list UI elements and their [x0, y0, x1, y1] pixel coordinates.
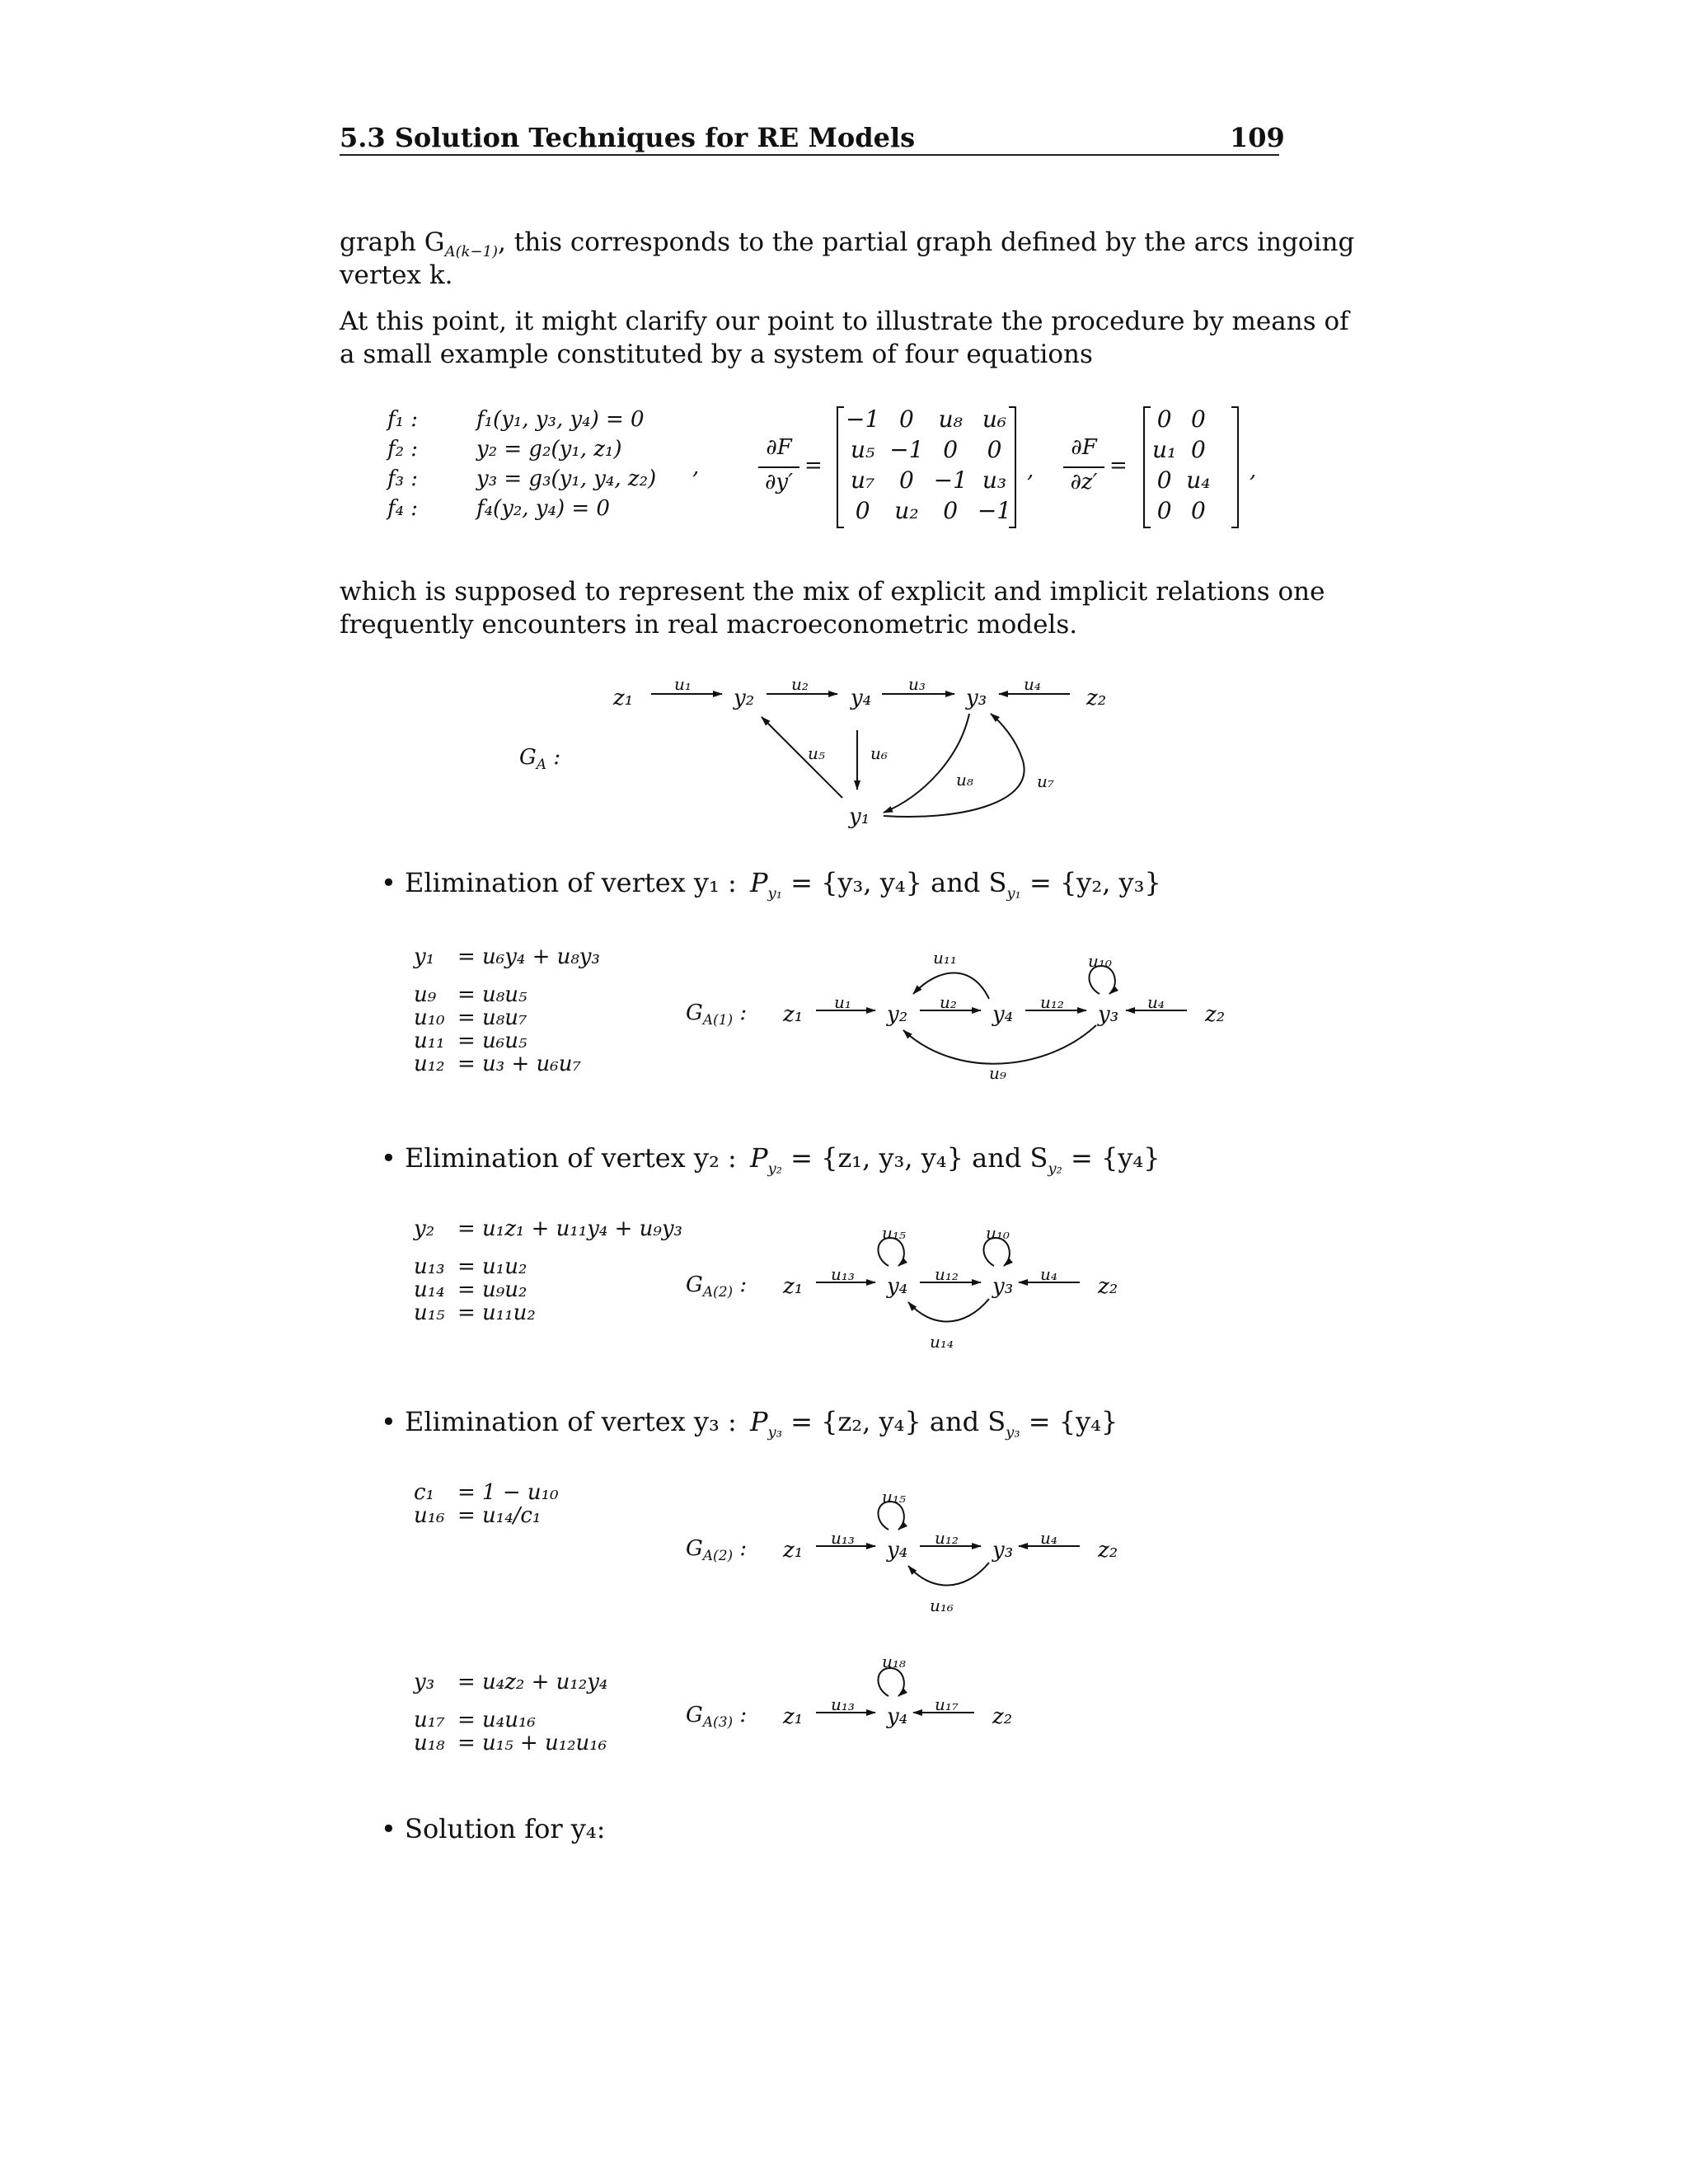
dfdz-matrix: 0 0 u₁ 0 0 u₄ 0 0: [1152, 405, 1211, 524]
equation-f3: y₃ = g₃(y₁, y₄, z₂): [476, 466, 657, 491]
step-2-sets: $P_{y_2} = \{z_1$, y₃, y₄} and $S_{y_2} = \{y_4\}$: [750, 1142, 1160, 1178]
bullet-step-2: • Elimination of vertex y₂ :: [381, 1142, 737, 1174]
step-1-eq-lhs-4: u₁₂: [414, 1052, 445, 1076]
step-1-eq-rhs-4: = u₃ + u₆u₇: [457, 1052, 581, 1076]
dfdy-numerator: ∂F: [766, 435, 792, 460]
node-y3: y₃: [992, 1274, 1014, 1299]
paragraph-3-line-2: frequently encounters in real macroeconometric models.: [340, 610, 1078, 640]
running-head: 5.3 Solution Techniques for RE Models: [340, 122, 916, 153]
step-3-eq-rhs-0: = 1 − u₁₀: [457, 1480, 559, 1505]
step-3b-eq-lhs-0: y₃: [414, 1670, 435, 1694]
dfdy-matrix: −1 0 u₈ u₆ u₅ −1 0 0 u₇ 0 −1 u₃ 0 u₂ 0 −1: [846, 405, 1012, 524]
arc-label-u2: u₂: [791, 674, 809, 694]
step-2-eq-lhs-1: u₁₃: [414, 1254, 445, 1279]
arc-y4-y2: [913, 972, 989, 999]
step-3-eq-rhs-1: = u₁₄/c₁: [457, 1503, 542, 1528]
graph-ga2b-label: $G_{A(2)}$ :: [686, 1536, 748, 1565]
node-y4: y₄: [887, 1274, 908, 1299]
node-z2: z₂: [1086, 686, 1107, 710]
node-z1: z₁: [783, 1274, 804, 1299]
step-3b-eq-rhs-1: = u₄u₁₆: [457, 1708, 536, 1732]
step-2-eq-rhs-1: = u₁u₂: [457, 1254, 528, 1279]
self-loop-y4: [878, 1502, 903, 1530]
dfdz-numerator: ∂F: [1071, 435, 1097, 460]
graph-ga1-label: $G_{A(1)}$ :: [686, 1001, 748, 1029]
step-1-eq-lhs-1: u₉: [414, 982, 437, 1007]
node-y2: y₂: [734, 686, 755, 710]
node-y1: y₁: [849, 804, 870, 829]
arc-label-u4: u₄: [1024, 674, 1041, 694]
paragraph-2-line-2: a small example constituted by a system of four equations: [340, 340, 1093, 369]
matrix-bracket-right: [1009, 407, 1015, 527]
step-3b-eq-rhs-2: = u₁₅ + u₁₂u₁₆: [457, 1731, 607, 1755]
step-1-eq-lhs-0: y₁: [414, 944, 435, 969]
graph-ga-label: $G_A$ :: [519, 745, 561, 774]
arc-y3-y4: [908, 1299, 989, 1322]
arc-label-u4: u₄: [1040, 1264, 1057, 1284]
arc-label-u1: u₁: [834, 992, 851, 1012]
comma: ,: [1027, 458, 1034, 483]
arc-label-u18: u₁₈: [882, 1652, 906, 1671]
step-1-eq-lhs-3: u₁₁: [414, 1029, 445, 1053]
paragraph-2-line-1: At this point, it might clarify our point to illustrate the procedure by means of: [340, 307, 1349, 336]
step-1-eq-rhs-3: = u₆u₅: [457, 1029, 528, 1053]
step-1-sets: $P_{y_1} = \{y_3$, y₄} and $S_{y_1} = \{y_2$, y₃}: [750, 867, 1161, 902]
arc-label-u12: u₁₂: [1040, 992, 1064, 1012]
arc-label-u6: u₆: [870, 743, 888, 763]
dfdz-denominator: ∂z′: [1070, 470, 1098, 494]
arc-y1-y2: [762, 717, 842, 798]
node-y3: y₃: [992, 1538, 1014, 1563]
node-z1: z₁: [783, 1704, 804, 1729]
node-y3: y₃: [966, 686, 987, 710]
step-1-eq-rhs-2: = u₈u₇: [457, 1005, 528, 1030]
step-1-eq-rhs-1: = u₈u₅: [457, 982, 528, 1007]
arc-label-u12: u₁₂: [935, 1264, 959, 1284]
equation-label-f3: f₃ :: [387, 466, 419, 491]
arc-label-u15: u₁₅: [882, 1223, 906, 1243]
self-loop-y4: [878, 1238, 903, 1266]
page-number: 109: [1230, 122, 1285, 153]
step-3-eq-lhs-1: u₁₆: [414, 1503, 445, 1528]
node-y4: y₄: [887, 1704, 908, 1729]
step-3b-eq-lhs-1: u₁₇: [414, 1708, 445, 1732]
arc-label-u14: u₁₄: [930, 1332, 954, 1352]
arc-label-u9: u₉: [989, 1063, 1006, 1083]
paragraph-3-line-1: which is supposed to represent the mix of explicit and implicit relations one: [340, 577, 1325, 607]
paragraph-1-line-1: graph $G_{A(k-1)}$, this corresponds to the partial graph defined by the arcs ingoing: [340, 227, 1355, 261]
dfdy-denominator: ∂y′: [764, 470, 794, 494]
bullet-step-4: • Solution for y₄:: [381, 1813, 606, 1844]
step-3b-eq-rhs-0: = u₄z₂ + u₁₂y₄: [457, 1670, 608, 1694]
graph-ga3-label: $G_{A(3)}$ :: [686, 1703, 748, 1732]
node-z1: z₁: [613, 686, 634, 710]
bullet-step-1: • Elimination of vertex y₁ :: [381, 867, 737, 898]
equation-label-f1: f₁ :: [387, 407, 419, 432]
step-3b-eq-lhs-2: u₁₈: [414, 1731, 445, 1755]
equals-sign: =: [804, 453, 823, 478]
arc-label-u13: u₁₃: [831, 1264, 855, 1284]
node-z2: z₂: [1205, 1002, 1226, 1027]
node-z2: z₂: [1098, 1274, 1118, 1299]
node-z2: z₂: [992, 1704, 1013, 1729]
arc-label-u5: u₅: [808, 743, 825, 763]
matrix-bracket-left: [837, 407, 844, 527]
step-2-eq-rhs-0: = u₁z₁ + u₁₁y₄ + u₉y₃: [457, 1216, 682, 1241]
node-z2: z₂: [1098, 1538, 1118, 1563]
node-z1: z₁: [783, 1002, 804, 1027]
bullet-step-3: • Elimination of vertex y₃ :: [381, 1406, 737, 1437]
arc-label-u10: u₁₀: [986, 1223, 1010, 1243]
arc-label-u16: u₁₆: [930, 1596, 954, 1615]
arc-label-u4: u₄: [1147, 992, 1165, 1012]
step-3-sets: $P_{y_3} = \{z_2$, y₄} and $S_{y_3} = \{y_4\}$: [750, 1406, 1118, 1441]
comma: ,: [692, 455, 700, 480]
matrix-bracket-right: [1231, 407, 1238, 527]
arc-label-u15: u₁₅: [882, 1487, 906, 1507]
arc-y3-y2: [903, 1025, 1096, 1064]
node-y4: y₄: [992, 1002, 1014, 1027]
paragraph-1-line-2: vertex k.: [340, 260, 453, 290]
arc-label-u4: u₄: [1040, 1528, 1057, 1548]
equation-label-f4: f₄ :: [387, 496, 419, 521]
arc-label-u2: u₂: [940, 992, 957, 1012]
arc-label-u7: u₇: [1037, 771, 1054, 791]
arc-label-u8: u₈: [956, 770, 973, 790]
graph-ga2-label: $G_{A(2)}$ :: [686, 1272, 748, 1301]
equals-sign: =: [1109, 453, 1128, 478]
equation-label-f2: f₂ :: [387, 437, 419, 462]
arc-label-u13: u₁₃: [831, 1694, 855, 1714]
arc-label-u1: u₁: [674, 674, 692, 694]
node-y3: y₃: [1098, 1002, 1119, 1027]
step-2-eq-rhs-2: = u₉u₂: [457, 1277, 528, 1302]
matrix-bracket-left: [1144, 407, 1151, 527]
step-3-eq-lhs-0: c₁: [414, 1480, 434, 1505]
arc-label-u3: u₃: [908, 674, 926, 694]
node-z1: z₁: [783, 1538, 804, 1563]
step-2-eq-lhs-0: y₂: [414, 1216, 435, 1241]
arc-label-u12: u₁₂: [935, 1528, 959, 1548]
node-y4: y₄: [851, 686, 872, 710]
node-y2: y₂: [887, 1002, 908, 1027]
equation-f2: y₂ = g₂(y₁, z₁): [476, 437, 622, 462]
arc-label-u17: u₁₇: [935, 1694, 959, 1714]
arc-label-u11: u₁₁: [933, 948, 957, 968]
equation-f1: f₁(y₁, y₃, y₄) = 0: [476, 407, 645, 432]
step-2-eq-rhs-3: = u₁₁u₂: [457, 1301, 536, 1325]
arc-y3-y4: [908, 1563, 989, 1586]
step-1-eq-rhs-0: = u₆y₄ + u₈y₃: [457, 944, 600, 969]
self-loop-y3: [983, 1238, 1009, 1266]
arc-label-u10: u₁₀: [1088, 951, 1112, 971]
step-2-eq-lhs-3: u₁₅: [414, 1301, 445, 1325]
self-loop-y4: [878, 1668, 903, 1696]
step-1-eq-lhs-2: u₁₀: [414, 1005, 445, 1030]
step-2-eq-lhs-2: u₁₄: [414, 1277, 445, 1302]
equation-f4: f₄(y₂, y₄) = 0: [476, 496, 610, 521]
node-y4: y₄: [887, 1538, 908, 1563]
self-loop-y3: [1089, 966, 1114, 994]
arc-label-u13: u₁₃: [831, 1528, 855, 1548]
comma: ,: [1250, 458, 1257, 483]
arc-y3-y1: [884, 714, 969, 813]
